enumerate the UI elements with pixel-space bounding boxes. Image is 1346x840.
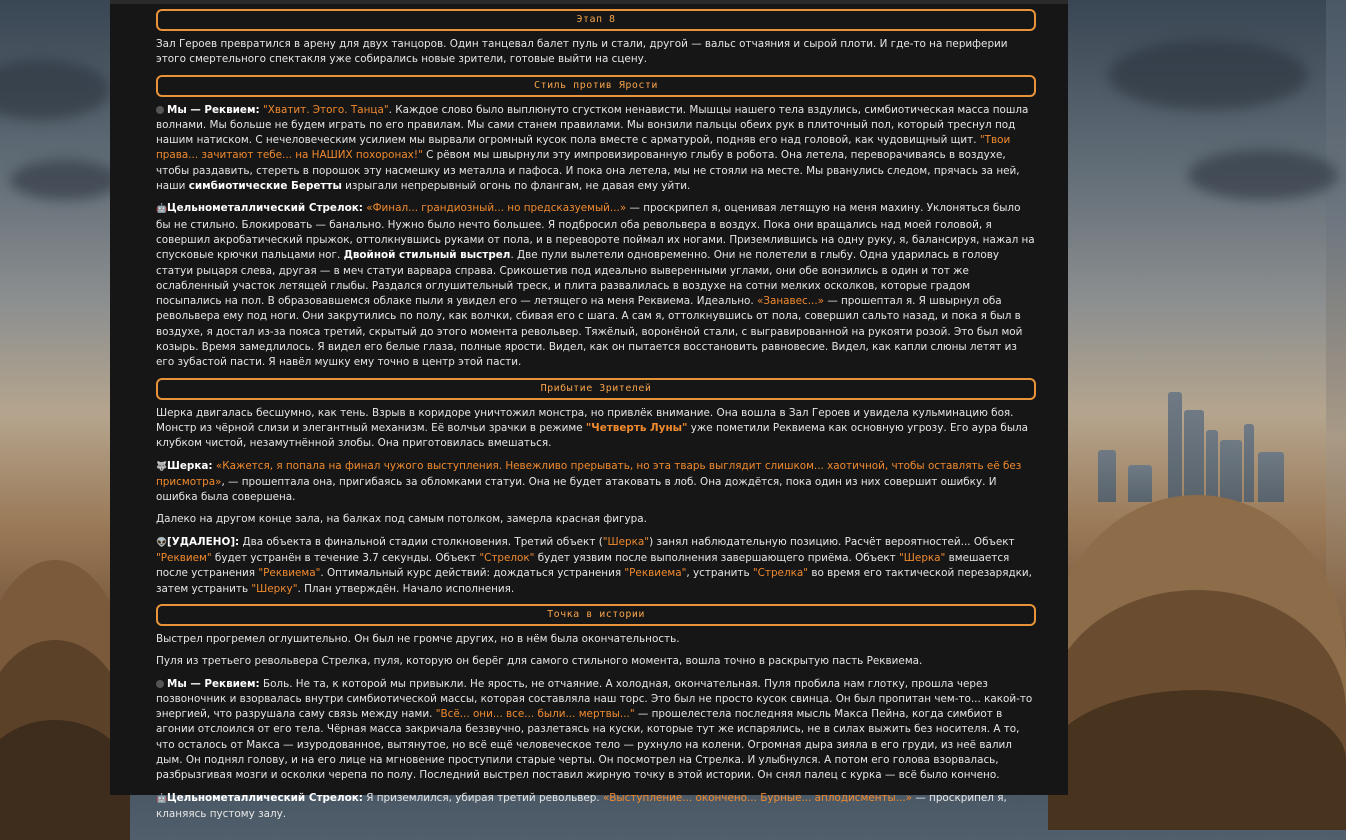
quote: «Финал... грандиозный... но предсказуемый...» (366, 202, 627, 215)
quote: «Выступление... окончено... Бурные... аплодисменты...» (602, 791, 913, 804)
paragraph-requiem-attack (156, 103, 1036, 195)
speaker-name: Цельнометаллический Стрелок: (167, 202, 363, 215)
quote: "Твои права... зачитают тебе... на НАШИХ похоронах!" (156, 134, 1011, 162)
speaker-name: Шерка: (167, 459, 213, 472)
speaker-name: [УДАЛЕНО]: (167, 535, 240, 548)
paragraph-shooter-finale: 🤖Цельнометаллический Стрелок: Я приземлился, убирая третий револьвер. «Выступление... окончено... Бурные... аплодисменты...» — проскрипел я, кланяясь пустому залу. (156, 791, 1007, 820)
narration: изрыгали непрерывный огонь по флангам, не давая ему уйти. (341, 180, 691, 193)
quote: "Всё... они... все... были... мертвы..." (435, 708, 635, 721)
narration: — проскрипел я, оценивая летящую на меня махину. Уклоняться было бы не стильно. Блокировать — банально. Нужно было нечто большее. Я подбросил оба револьвера в воздух. Пока они вращались над моей головой, я совершил акробатический прыжок, оттолкнувшись руками от пола, и в перевороте поймал их ногами. Приземлившись на одну руку, я, балансируя, нажал на спусковые крючки пальцами ног. (156, 202, 1035, 262)
speaker-name: Мы — Реквием: (167, 103, 260, 116)
background-left (0, 0, 110, 795)
speaker-name: Мы — Реквием: (167, 677, 260, 690)
paragraph-requiem-death: Мы — Реквием: Боль. Не та, к которой мы привыкли. Не ярость, не отчаяние. А холодная, окончательная. Пуля пробила нам глотку, прошла через позвоночник и взорвалась внутри симбиотической массы, которая составляла наш торс. Это был не просто кусок свинца. Он был пропитан чем-то... какой-то энергией, что разрушала саму связь между нами. "Всё... они... все... были... мертвы..." — прошелестела последняя мысль Макса Пейна, когда симбиот в агонии отслоился от его тела. Чёрная масса закричала беззвучно, разлетаясь на куски, которые тут же испарялись, не в силах выжить без носителя. А то, что осталось от Макса — изуродованное, вытянутое, но всё ещё человеческое тело — рухнуло на колени. Огромная дыра зияла в его груди, из неё валил дым. Он поднял голову, и на его лице на мгновение проступили старые черты. Он посмотрел на Стрелка. И улыбнулся. А потом его голова взорвалась, разбрызгивая мозги и осколки черепа по полу. Последний выстрел поставил жирную точку в этой истории. Он снял палец с курка — всё было кончено. (156, 677, 1033, 782)
emphasis: Двойной стильный выстрел (343, 249, 511, 262)
paragraph-sherka-enters (156, 406, 1036, 452)
alien-icon: 👽 (156, 537, 168, 548)
speaker-name: Цельнометаллический Стрелок: (167, 791, 363, 804)
story-panel (110, 0, 1068, 820)
narration: — прошептал я. Я швырнул оба револьвера ему под ноги. Они закрутились по полу, как волчки, сбивая его с шага. А сам я, оттолкнувшись от пола, совершил сальто назад, и пока я был в воздухе, я достал из-за пояса третий, скрытый до этого момента револьвер. Тяжёлый, воронёной стали, с выгравированной на рукояти розой. Это был мой козырь. Время замедлилось. Я видел его белые глаза, полные ярости. Видел, как он пытается восстановить равновесие. Видел, как капли слюны летят из его зубастой пасти. Я навёл мушку ему точно в центр этой пасти. (156, 295, 1023, 369)
dark-circle-icon (156, 680, 164, 688)
paragraph-deleted-analysis: 👽[УДАЛЕНО]: Два объекта в финальной стадии столкновения. Третий объект ("Шерка") занял наблюдательную позицию. Расчёт вероятностей... Объект "Реквием" будет устранён в течение 3.7 секунды. Объект "Стрелок" будет уязвим после выполнения завершающего приёма. Объект "Шерка" вмешается после устранения "Реквиема". Оптимальный курс действий: дождаться устранения "Реквиема", устранить "Стрелка" во время его тактической перезарядки, затем устранить "Шерку". План утверждён. Начало исполнения. (156, 535, 1032, 595)
quote: "Хватит. Этого. Танца" (262, 103, 389, 116)
paragraph-sherka-speech (156, 459, 1036, 506)
emphasis: симбиотические Беретты (188, 180, 342, 193)
stage-header-8: Этап 8 (156, 9, 1036, 31)
quote: «Занавес...» (756, 295, 825, 308)
quote: «Кажется, я попала на финал чужого выступления. Невежливо прерывать, но эта тварь выглядит слишком... хаотичной, чтобы оставлять её без присмотра» (156, 459, 1022, 488)
dark-circle-icon (156, 106, 164, 114)
quote: "Четверть Луны" (585, 421, 688, 434)
paragraph-shot: Выстрел прогремел оглушительно. Он был не громче других, но в нём была окончательность. (156, 632, 680, 645)
story-content (156, 9, 1036, 829)
narration: Шерка двигалась бесшумно, как тень. Взрыв в коридоре уничтожил монстра, но привлёк внимание. Она вошла в Зал Героев и увидела кульминацию боя. Монстр из чёрной слизи и элегантный механизм. Её волчьи зрачки в режиме (156, 406, 1014, 434)
panel-top-bar (110, 0, 1068, 4)
background-right (1068, 0, 1326, 795)
robot-icon: 🤖 (156, 793, 168, 804)
stage-header-arrival: Прибытие Зрителей (156, 378, 1036, 400)
stage-header-style-vs-rage: Стиль против Ярости (156, 75, 1036, 97)
wolf-icon: 🐺 (156, 461, 168, 472)
paragraph-red-figure: Далеко на другом конце зала, на балках под самым потолком, замерла красная фигура. (156, 513, 647, 526)
narration: , — прошептала она, пригибаясь за обломками статуи. Она не будет атаковать в лоб. Она дождётся, пока один из них совершит ошибку. И ошибка была совершена. (156, 475, 997, 504)
narration: С рёвом мы швырнули эту импровизированную глыбу в робота. Она летела, переворачиваясь в воздухе, чтобы раздавить, стереть в порошок эту насмешку из металла и пафоса. И пока она летела, мы не стояли на месте. Мы рванулись следом, прячась за ней, наши (156, 149, 1020, 193)
narration: уже пометили Реквиема как основную угрозу. Его аура была клубком чистой, незамутнённой злобы. Она приготовилась вмешаться. (156, 421, 1029, 450)
narration: . Две пули вылетели одновременно. Они не полетели в глыбу. Одна ударилась в голову статуи рыцаря слева, другая — в меч статуи варвара справа. Срикошетив под идеально выверенными углами, они обе вонзились в один и тот же ослабленный участок летящей глыбы. Раздался оглушительный треск, и плита развалилась в воздухе на сотни мелких осколков, которые градом посыпались на пол. В образовавшемся облаке пыли я увидел его — летящего на меня Реквиема. Идеально. (156, 249, 999, 308)
paragraph-shooter-counter (156, 201, 1036, 370)
narration: . Каждое слово было выплюнуто сгустком ненависти. Мышцы нашего тела вздулись, симбиотическая масса пошла волнами. Мы больше не будем играть по его правилам. Мы сами станем правилами. Мы вонзили пальцы обеих рук в плиточный пол, который треснул под нашим натиском. С нечеловеческим усилием мы вырвали огромный кусок пола вместе с арматурой, подняв его над головой, как чудовищный щит. (156, 103, 1029, 147)
stage-header-point: Точка в истории (156, 604, 1036, 626)
robot-icon: 🤖 (156, 204, 168, 215)
paragraph-bullet: Пуля из третьего револьвера Стрелка, пуля, которую он берёг для самого стильного момента, вошла точно в раскрытую пасть Реквиема. (156, 655, 923, 668)
paragraph-intro: Зал Героев превратился в арену для двух танцоров. Один танцевал балет пуль и стали, другой — вальс отчаяния и сырой плоти. И где-то на периферии этого смертельного спектакля уже собирались новые зрители, готовые выйти на сцену. (156, 38, 1008, 66)
